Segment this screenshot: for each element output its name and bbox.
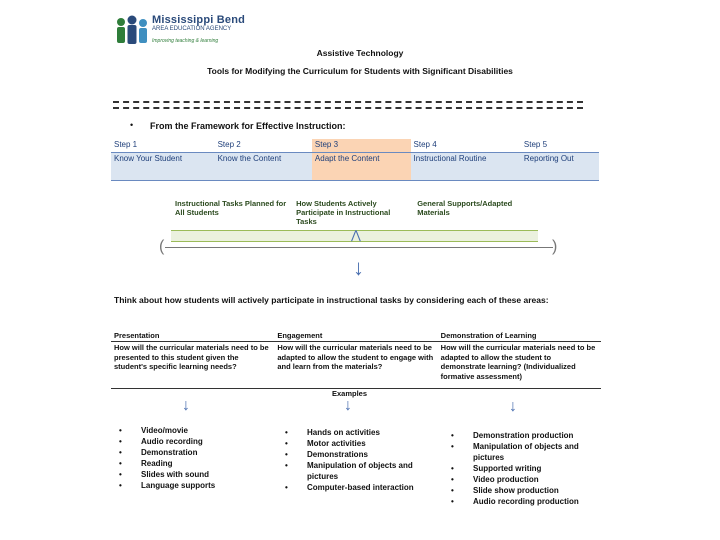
step-header: Step 2 <box>215 139 312 153</box>
area-question: How will the curricular materials need to be adapted to allow the student to demonstrate learning? (Individualized formative assessment) <box>438 342 601 389</box>
step-header: Step 5 <box>521 139 599 153</box>
area-header: Engagement <box>274 330 437 342</box>
area-header: Presentation <box>111 330 274 342</box>
area-header: Demonstration of Learning <box>438 330 601 342</box>
list-item: • Video/movie <box>117 425 252 436</box>
list-item: • Manipulation of objects and pictures <box>283 460 423 482</box>
list-item: • Demonstration production <box>449 430 599 441</box>
step-label: Know the Content <box>215 153 312 181</box>
presentation-examples <box>117 425 252 491</box>
list-item: • Demonstrations <box>283 449 423 460</box>
divider <box>113 101 583 109</box>
tasks-header: General Supports/Adapted Materials <box>413 198 538 231</box>
bracket-line <box>165 247 553 248</box>
down-arrow-icon: ↓ <box>344 397 352 414</box>
logo-name: Mississippi Bend <box>152 14 246 26</box>
bracket-left-icon: ( <box>159 238 165 255</box>
caret-icon: ⋀ <box>351 228 361 242</box>
framework-heading: From the Framework for Effective Instruction: <box>150 121 346 131</box>
list-item: • Computer-based interaction <box>283 482 423 493</box>
down-arrow-icon: ↓ <box>182 397 190 414</box>
people-logo-icon <box>114 14 150 48</box>
list-item: • Hands on activities <box>283 427 423 438</box>
bracket-right-icon: ) <box>552 238 558 255</box>
tasks-header: How Students Actively Participate in Instructional Tasks <box>292 198 413 231</box>
list-item: • Reading <box>117 458 252 469</box>
list-item: • Audio recording <box>117 436 252 447</box>
list-item: • Motor activities <box>283 438 423 449</box>
logo-agency: AREA EDUCATION AGENCY <box>152 26 232 32</box>
demonstration-examples <box>449 430 599 507</box>
step-header: Step 4 <box>411 139 521 153</box>
down-arrow-icon: ↓ <box>509 398 517 415</box>
step-label: Reporting Out <box>521 153 599 181</box>
logo-tagline: Improving teaching & learning <box>152 38 219 44</box>
step-label: Instructional Routine <box>411 153 521 181</box>
list-item: • Supported writing <box>449 463 599 474</box>
page-subtitle: Tools for Modifying the Curriculum for Students with Significant Disabilities <box>207 66 513 76</box>
list-item: • Audio recording production <box>449 496 599 507</box>
page-title: Assistive Technology <box>316 48 404 58</box>
step-header: Step 1 <box>111 139 215 153</box>
step-header: Step 3 <box>312 139 411 153</box>
list-item: • Demonstration <box>117 447 252 458</box>
list-item: • Manipulation of objects and pictures <box>449 441 599 463</box>
logo <box>114 14 254 50</box>
list-item: • Language supports <box>117 480 252 491</box>
steps-table <box>111 139 599 181</box>
area-question: How will the curricular materials need to be adapted to allow the student to engage with and learn from the materials? <box>274 342 437 389</box>
examples-label: Examples <box>332 389 368 398</box>
bullet-icon: • <box>130 120 134 130</box>
area-question: How will the curricular materials need to be presented to this student given the student's specific learning needs? <box>111 342 274 389</box>
engagement-examples <box>283 427 423 493</box>
tasks-header: Instructional Tasks Planned for All Students <box>171 198 292 231</box>
list-item: • Video production <box>449 474 599 485</box>
step-label: Know Your Student <box>111 153 215 181</box>
step-label-highlighted: Adapt the Content <box>312 153 411 181</box>
list-item: • Slide show production <box>449 485 599 496</box>
down-arrow-icon: ↓ <box>353 255 364 280</box>
instruction-paragraph: Think about how students will actively participate in instructional tasks by considering each of these areas: <box>114 295 549 305</box>
areas-table <box>111 330 601 389</box>
list-item: • Slides with sound <box>117 469 252 480</box>
